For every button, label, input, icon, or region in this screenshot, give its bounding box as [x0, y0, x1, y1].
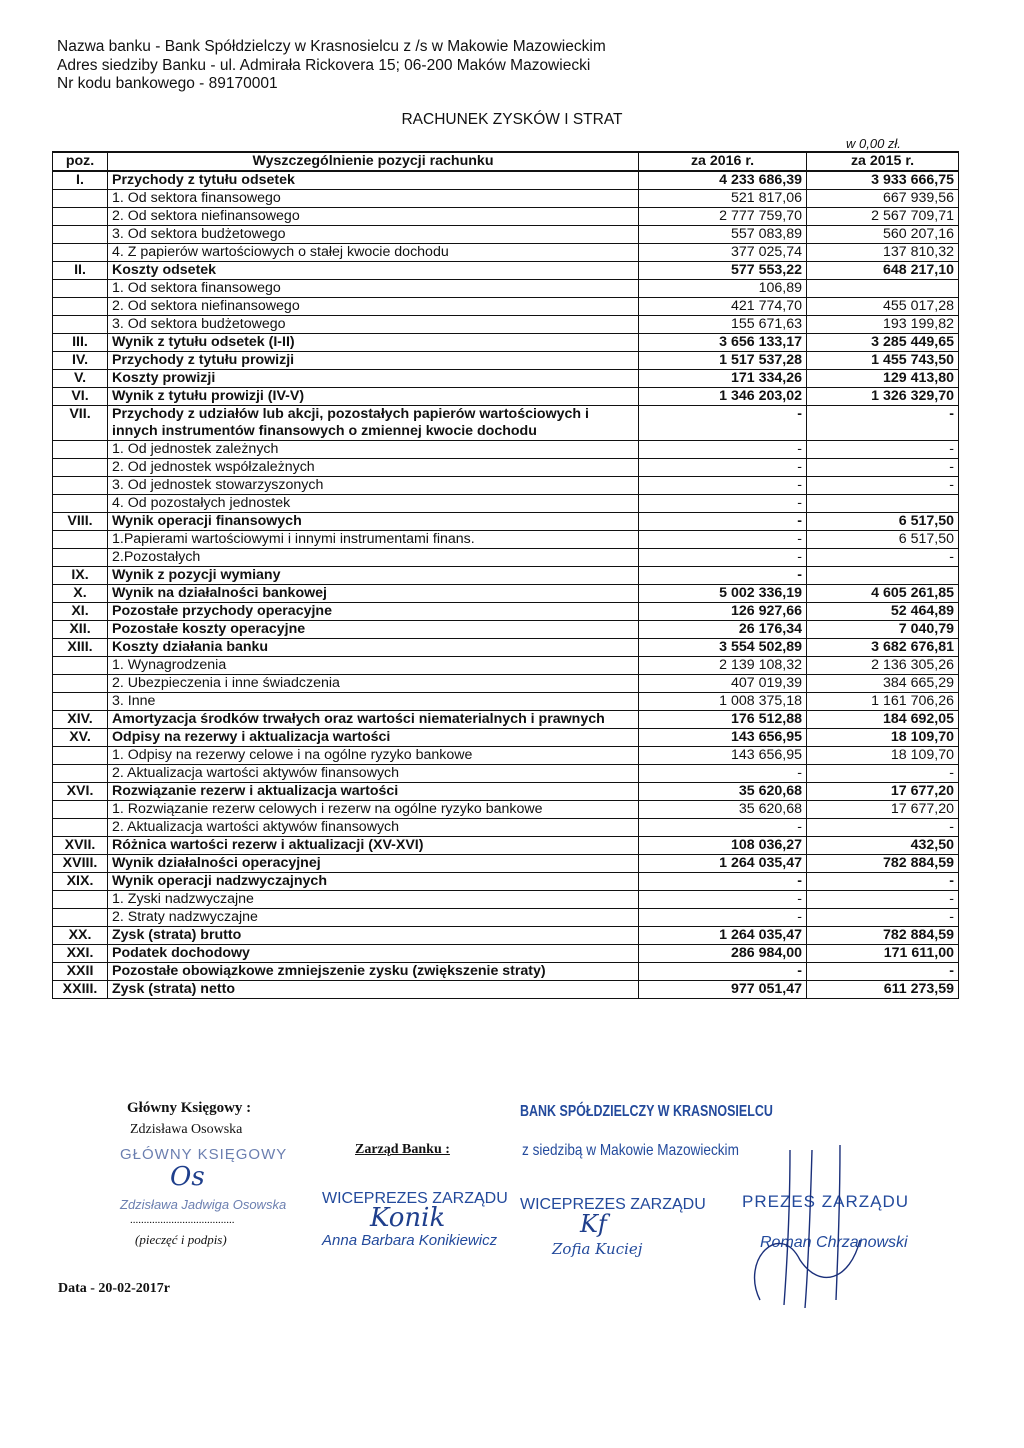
row-value-2015: - [807, 891, 959, 909]
vice-president-1-title: WICEPREZES ZARZĄDU [322, 1190, 508, 1207]
row-description: 2. Ubezpieczenia i inne świadczenia [108, 675, 639, 693]
table-row [53, 171, 959, 190]
row-poz [53, 801, 108, 819]
row-description: Wynik z tytułu prowizji (IV-V) [108, 388, 639, 406]
row-poz: XVI. [53, 783, 108, 801]
document-date: Data - 20-02-2017r [58, 1281, 170, 1296]
row-value-2016: - [639, 441, 807, 459]
board-label: Zarząd Banku : [355, 1142, 450, 1157]
row-description: 1. Od jednostek zależnych [108, 441, 639, 459]
table-row [53, 388, 959, 406]
table-row [53, 585, 959, 603]
row-value-2016: 1 517 537,28 [639, 352, 807, 370]
row-description: Pozostałe obowiązkowe zmniejszenie zysku (zwiększenie straty) [108, 963, 639, 981]
row-poz: XII. [53, 621, 108, 639]
chief-accountant-label: Główny Księgowy : [127, 1100, 252, 1116]
row-value-2015: 3 933 666,75 [807, 171, 959, 190]
signature-dots: ...................................... [130, 1214, 235, 1226]
row-description: 1. Od sektora finansowego [108, 190, 639, 208]
table-row [53, 711, 959, 729]
row-value-2015: 611 273,59 [807, 981, 959, 999]
table-row [53, 477, 959, 495]
row-value-2016: 171 334,26 [639, 370, 807, 388]
row-poz: XIV. [53, 711, 108, 729]
row-description: 4. Od pozostałych jednostek [108, 495, 639, 513]
row-value-2015: - [807, 406, 959, 441]
row-value-2015: 782 884,59 [807, 927, 959, 945]
row-value-2016: - [639, 909, 807, 927]
seal-note: (pieczęć i podpis) [135, 1232, 227, 1247]
row-poz: X. [53, 585, 108, 603]
table-row [53, 657, 959, 675]
row-description: Wynik działalności operacyjnej [108, 855, 639, 873]
row-description: 3. Inne [108, 693, 639, 711]
row-value-2016: 3 554 502,89 [639, 639, 807, 657]
row-description: Koszty odsetek [108, 262, 639, 280]
currency-unit: w 0,00 zł. [846, 136, 901, 151]
row-poz: II. [53, 262, 108, 280]
row-value-2015: 455 017,28 [807, 298, 959, 316]
row-poz [53, 909, 108, 927]
row-description: 1. Odpisy na rezerwy celowe i na ogólne ryzyko bankowe [108, 747, 639, 765]
row-value-2016: 577 553,22 [639, 262, 807, 280]
row-value-2015: 384 665,29 [807, 675, 959, 693]
row-poz [53, 819, 108, 837]
row-description: Pozostałe przychody operacyjne [108, 603, 639, 621]
row-value-2016: 407 019,39 [639, 675, 807, 693]
row-poz: IV. [53, 352, 108, 370]
row-poz: XXIII. [53, 981, 108, 999]
vice-president-2-name: Zofia Kuciej [552, 1240, 643, 1258]
row-value-2016: 4 233 686,39 [639, 171, 807, 190]
chief-accountant-name: Zdzisława Osowska [130, 1122, 243, 1137]
row-value-2016: 421 774,70 [639, 298, 807, 316]
page-title: RACHUNEK ZYSKÓW I STRAT [401, 111, 623, 128]
col-header-poz: poz. [53, 152, 108, 171]
row-poz: VI. [53, 388, 108, 406]
row-description: Wynik na działalności bankowej [108, 585, 639, 603]
row-value-2016: 2 139 108,32 [639, 657, 807, 675]
table-row [53, 621, 959, 639]
row-value-2016: - [639, 513, 807, 531]
row-poz: XIX. [53, 873, 108, 891]
table-row [53, 567, 959, 585]
row-poz: VIII. [53, 513, 108, 531]
row-value-2015: 52 464,89 [807, 603, 959, 621]
row-poz [53, 244, 108, 262]
row-value-2015: - [807, 459, 959, 477]
row-poz [53, 765, 108, 783]
row-description: 2. Od sektora niefinansowego [108, 208, 639, 226]
row-value-2015: 17 677,20 [807, 801, 959, 819]
row-description: Pozostałe koszty operacyjne [108, 621, 639, 639]
table-row [53, 783, 959, 801]
row-value-2016: 35 620,68 [639, 801, 807, 819]
row-poz [53, 208, 108, 226]
table-row [53, 244, 959, 262]
table-row [53, 190, 959, 208]
chief-accountant-stamp-name: Zdzisława Jadwiga Osowska [120, 1197, 287, 1212]
row-value-2016: 126 927,66 [639, 603, 807, 621]
row-poz: XXI. [53, 945, 108, 963]
vice-president-2-title: WICEPREZES ZARZĄDU [520, 1196, 706, 1213]
table-row [53, 927, 959, 945]
table-row [53, 208, 959, 226]
row-description: 1.Papierami wartościowymi i innymi instrumentami finans. [108, 531, 639, 549]
row-description: 1. Od sektora finansowego [108, 280, 639, 298]
table-row [53, 981, 959, 999]
row-value-2015: 193 199,82 [807, 316, 959, 334]
row-description: Wynik operacji finansowych [108, 513, 639, 531]
president-title: PREZES ZARZĄDU [742, 1192, 910, 1211]
row-value-2015: 2 567 709,71 [807, 208, 959, 226]
row-value-2016: - [639, 819, 807, 837]
row-description: Zysk (strata) brutto [108, 927, 639, 945]
row-description: 1. Wynagrodzenia [108, 657, 639, 675]
row-value-2015: - [807, 873, 959, 891]
row-description: Różnica wartości rezerw i aktualizacji (XV-XVI) [108, 837, 639, 855]
row-value-2016: - [639, 477, 807, 495]
row-value-2015: 667 939,56 [807, 190, 959, 208]
row-value-2015: 6 517,50 [807, 513, 959, 531]
table-row [53, 747, 959, 765]
table-row [53, 495, 959, 513]
row-poz: XIII. [53, 639, 108, 657]
row-poz [53, 747, 108, 765]
table-row [53, 316, 959, 334]
row-value-2015: 129 413,80 [807, 370, 959, 388]
row-value-2016: 1 264 035,47 [639, 927, 807, 945]
row-value-2015: 18 109,70 [807, 747, 959, 765]
row-value-2015: - [807, 765, 959, 783]
income-statement-table [52, 151, 959, 999]
row-value-2016: 1 264 035,47 [639, 855, 807, 873]
row-value-2015: 17 677,20 [807, 783, 959, 801]
vice-president-2-signature: Kf [580, 1210, 607, 1238]
row-value-2015: - [807, 963, 959, 981]
row-poz [53, 280, 108, 298]
row-value-2016: 143 656,95 [639, 747, 807, 765]
vice-president-1-name: Anna Barbara Konikiewicz [322, 1232, 498, 1249]
row-description: 1. Zyski nadzwyczajne [108, 891, 639, 909]
row-value-2016: - [639, 459, 807, 477]
table-row [53, 370, 959, 388]
row-poz [53, 441, 108, 459]
table-row [53, 298, 959, 316]
bank-stamp-line2: z siedzibą w Makowie Mazowieckim [522, 1142, 739, 1159]
bank-stamp-line1: BANK SPÓŁDZIELCZY W KRASNOSIELCU [520, 1103, 773, 1120]
row-description: 1. Rozwiązanie rezerw celowych i rezerw na ogólne ryzyko bankowe [108, 801, 639, 819]
table-row [53, 513, 959, 531]
row-poz: I. [53, 171, 108, 190]
col-header-2016: za 2016 r. [639, 152, 807, 171]
row-value-2016: 557 083,89 [639, 226, 807, 244]
row-poz [53, 531, 108, 549]
row-value-2015: 1 326 329,70 [807, 388, 959, 406]
row-value-2016: - [639, 531, 807, 549]
bank-address-line: Adres siedziby Banku - ul. Admirała Rickovera 15; 06-200 Maków Mazowiecki [57, 56, 591, 74]
row-value-2015 [807, 280, 959, 298]
row-value-2016: 5 002 336,19 [639, 585, 807, 603]
row-value-2016: 1 346 203,02 [639, 388, 807, 406]
row-value-2016: 2 777 759,70 [639, 208, 807, 226]
row-description: 2. Od sektora niefinansowego [108, 298, 639, 316]
row-description: 3. Od sektora budżetowego [108, 316, 639, 334]
row-value-2015: 171 611,00 [807, 945, 959, 963]
row-value-2015: - [807, 819, 959, 837]
table-row [53, 406, 959, 441]
row-description: Podatek dochodowy [108, 945, 639, 963]
row-description: 4. Z papierów wartościowych o stałej kwocie dochodu [108, 244, 639, 262]
table-row [53, 873, 959, 891]
chief-accountant-signature: Os [170, 1162, 205, 1192]
table-row [53, 819, 959, 837]
table-row [53, 262, 959, 280]
row-description: Zysk (strata) netto [108, 981, 639, 999]
row-poz [53, 477, 108, 495]
row-description: 3. Od sektora budżetowego [108, 226, 639, 244]
row-value-2015: 137 810,32 [807, 244, 959, 262]
row-description: Wynik z tytułu odsetek (I-II) [108, 334, 639, 352]
row-value-2015: 2 136 305,26 [807, 657, 959, 675]
row-poz: III. [53, 334, 108, 352]
row-value-2016: - [639, 873, 807, 891]
row-value-2016: 3 656 133,17 [639, 334, 807, 352]
row-poz [53, 459, 108, 477]
row-poz: VII. [53, 406, 108, 441]
table-row [53, 334, 959, 352]
table-row [53, 801, 959, 819]
table-row [53, 531, 959, 549]
row-value-2015: - [807, 477, 959, 495]
row-description: 2. Od jednostek współzależnych [108, 459, 639, 477]
row-value-2015 [807, 495, 959, 513]
row-value-2016: 108 036,27 [639, 837, 807, 855]
row-description: Przychody z tytułu odsetek [108, 171, 639, 190]
table-row [53, 765, 959, 783]
col-header-description: Wyszczególnienie pozycji rachunku [108, 152, 639, 171]
row-value-2015: - [807, 909, 959, 927]
row-poz [53, 316, 108, 334]
table-row [53, 441, 959, 459]
row-value-2015: 6 517,50 [807, 531, 959, 549]
row-poz: IX. [53, 567, 108, 585]
row-poz [53, 549, 108, 567]
row-poz [53, 190, 108, 208]
table-row [53, 855, 959, 873]
row-value-2015: 648 217,10 [807, 262, 959, 280]
table-row [53, 891, 959, 909]
row-poz: XI. [53, 603, 108, 621]
row-value-2015: 3 682 676,81 [807, 639, 959, 657]
row-value-2016: 286 984,00 [639, 945, 807, 963]
row-description: Rozwiązanie rezerw i aktualizacja wartości [108, 783, 639, 801]
row-poz [53, 675, 108, 693]
row-poz [53, 657, 108, 675]
table-row [53, 675, 959, 693]
row-description: Odpisy na rezerwy i aktualizacja wartości [108, 729, 639, 747]
table-row [53, 945, 959, 963]
row-value-2016: - [639, 495, 807, 513]
vice-president-1-signature: Konik [370, 1203, 446, 1233]
bank-code-line: Nr kodu bankowego - 89170001 [57, 75, 278, 92]
document-header [57, 38, 606, 94]
president-name: Roman Chrzanowski [760, 1234, 908, 1251]
row-value-2016: 106,89 [639, 280, 807, 298]
row-poz [53, 693, 108, 711]
row-description: 2.Pozostałych [108, 549, 639, 567]
row-description: Wynik z pozycji wymiany [108, 567, 639, 585]
table-row [53, 639, 959, 657]
row-description: Amortyzacja środków trwałych oraz wartości niematerialnych i prawnych [108, 711, 639, 729]
col-header-2015: za 2015 r. [807, 152, 959, 171]
table-row [53, 459, 959, 477]
table-header-row [53, 152, 959, 171]
row-description: Przychody z udziałów lub akcji, pozostałych papierów wartościowych i innych instrumentów finansowych o zmiennej kwocie dochodu [108, 406, 639, 441]
table-row [53, 280, 959, 298]
row-description: 2. Aktualizacja wartości aktywów finansowych [108, 765, 639, 783]
row-value-2016: - [639, 567, 807, 585]
row-value-2015: 7 040,79 [807, 621, 959, 639]
row-description: 3. Od jednostek stowarzyszonych [108, 477, 639, 495]
row-value-2015: 1 161 706,26 [807, 693, 959, 711]
row-poz [53, 298, 108, 316]
table-row [53, 963, 959, 981]
table-row [53, 837, 959, 855]
row-description: Wynik operacji nadzwyczajnych [108, 873, 639, 891]
table-row [53, 729, 959, 747]
row-poz: XVII. [53, 837, 108, 855]
row-poz [53, 226, 108, 244]
row-value-2015 [807, 567, 959, 585]
chief-accountant-stamp: GŁÓWNY KSIĘGOWY [120, 1146, 288, 1163]
row-value-2015: - [807, 549, 959, 567]
row-description: 2. Aktualizacja wartości aktywów finansowych [108, 819, 639, 837]
row-poz: XX. [53, 927, 108, 945]
row-value-2016: 176 512,88 [639, 711, 807, 729]
table-row [53, 909, 959, 927]
row-value-2015: 560 207,16 [807, 226, 959, 244]
bank-name-line: Nazwa banku - Bank Spółdzielczy w Krasnosielcu z /s w Makowie Mazowieckim [57, 38, 606, 55]
table-row [53, 226, 959, 244]
row-value-2016: 143 656,95 [639, 729, 807, 747]
row-description: 2. Straty nadzwyczajne [108, 909, 639, 927]
row-value-2015: 3 285 449,65 [807, 334, 959, 352]
row-poz: XXII [53, 963, 108, 981]
row-value-2016: - [639, 891, 807, 909]
row-value-2016: 35 620,68 [639, 783, 807, 801]
table-row [53, 352, 959, 370]
row-value-2016: 521 817,06 [639, 190, 807, 208]
row-poz [53, 891, 108, 909]
row-value-2015: 432,50 [807, 837, 959, 855]
row-value-2015: 782 884,59 [807, 855, 959, 873]
row-value-2015: 184 692,05 [807, 711, 959, 729]
president-signature [720, 1140, 900, 1315]
row-value-2016: - [639, 406, 807, 441]
row-value-2016: 977 051,47 [639, 981, 807, 999]
row-value-2015: 4 605 261,85 [807, 585, 959, 603]
row-value-2016: - [639, 765, 807, 783]
table-row [53, 549, 959, 567]
row-value-2016: 26 176,34 [639, 621, 807, 639]
row-description: Koszty prowizji [108, 370, 639, 388]
table-row [53, 693, 959, 711]
row-value-2016: - [639, 963, 807, 981]
row-poz [53, 495, 108, 513]
row-poz: XVIII. [53, 855, 108, 873]
table-row [53, 603, 959, 621]
row-description: Przychody z tytułu prowizji [108, 352, 639, 370]
row-value-2016: - [639, 549, 807, 567]
row-poz: V. [53, 370, 108, 388]
row-value-2016: 155 671,63 [639, 316, 807, 334]
row-value-2015: - [807, 441, 959, 459]
row-value-2015: 1 455 743,50 [807, 352, 959, 370]
row-poz: XV. [53, 729, 108, 747]
row-value-2016: 377 025,74 [639, 244, 807, 262]
row-value-2015: 18 109,70 [807, 729, 959, 747]
row-description: Koszty działania banku [108, 639, 639, 657]
row-value-2016: 1 008 375,18 [639, 693, 807, 711]
